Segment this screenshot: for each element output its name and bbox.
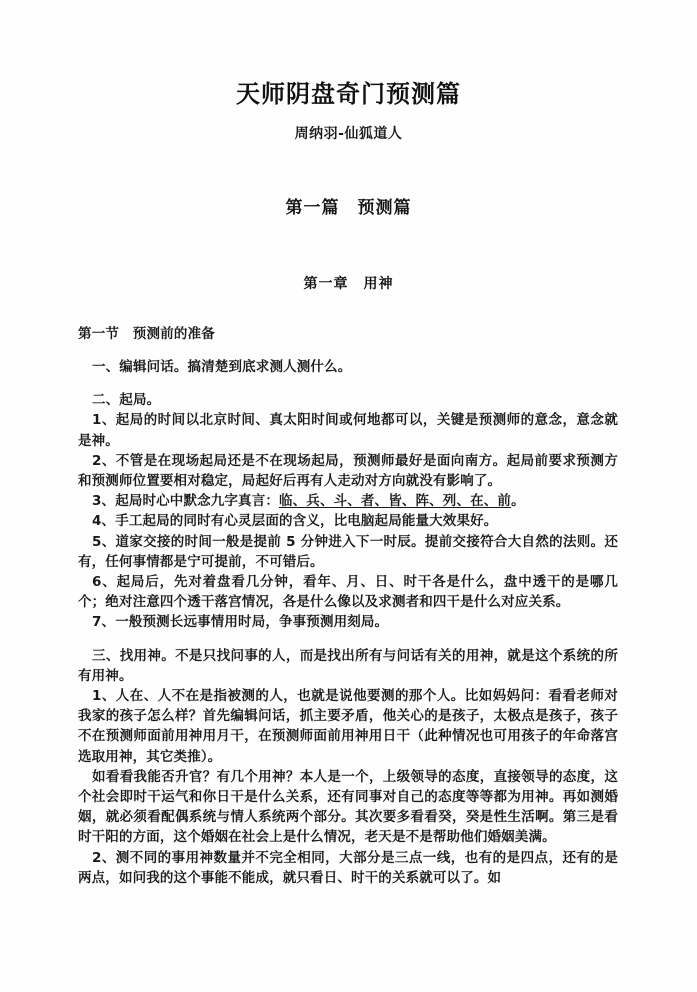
paragraph-2-4: 4、手工起局的同时有心灵层面的含义，比电脑起局能量大效果好。: [92, 513, 498, 530]
page-title: 天师阴盘奇门预测篇: [236, 80, 461, 108]
paragraph-2-6: 6、起局后，先对着盘看几分钟，看年、月、日、时干各是什么，盘中透干的是哪几个；绝对注意四个透干落宫情况，各是什么像以及求测者和四干是什么对应关系。: [78, 574, 618, 611]
document-author: 周纳羽-仙狐道人: [294, 126, 403, 142]
paragraph-2-3: [78, 491, 618, 511]
paragraph-item-two-title: 二、起局。: [92, 392, 161, 409]
paragraph-item-three-title: 三、找用神。不是只找问事的人，而是找出所有与问话有关的用神，就是这个系统的所有用神。: [78, 647, 618, 684]
paragraph-item-one: 一、编辑问话。搞清楚到底求测人测什么。: [92, 359, 352, 375]
paragraph-3-2: 2、测不同的事用神数量并不完全相同，大部分是三点一线，也有的是四点，还有的是两点，如问我的这个事能不能成，就只看日、时干的关系就可以了。如: [78, 849, 618, 886]
paragraph-2-1: 1、起局的时间以北京时间、真太阳时间或何地都可以，关键是预测师的意念，意念就是神。: [78, 412, 618, 449]
nine-word-mantra: 临、兵、斗、者、皆、阵、列、在、前: [279, 493, 512, 510]
paragraph-2-3-suffix: 。: [511, 493, 525, 510]
paragraph-3-1: 1、人在、人不在是指被测的人，也就是说他要测的那个人。比如妈妈问：看看老师对我家的孩子怎么样？首先编辑问话，抓主要矛盾，他关心的是孩子，太极点是孩子，孩子不在预测师面前用神用月干，在预测师面前用神用日干（此种情况也可用孩子的年命落宫选取用神，其它类推）。: [78, 688, 618, 765]
section-heading: 第一节 预测前的准备: [78, 326, 215, 342]
paragraph-2-5: 5、道家交接的时间一般是提前 5 分钟进入下一时辰。提前交接符合大自然的法则。还有，任何事情都是宁可提前，不可错后。: [78, 533, 618, 570]
paragraph-2-7: 7、一般预测长远事情用时局，争事预测用刻局。: [92, 614, 389, 631]
part-heading: 第一篇 预测篇: [285, 198, 412, 218]
paragraph-2-2: 2、不管是在现场起局还是不在现场起局，预测师最好是面向南方。起局前要求预测方和预测师位置要相对稳定，局起好后再有人走动对方向就没有影响了。: [78, 452, 618, 490]
paragraph-2-3-prefix: 3、起局时心中默念九字真言：: [92, 493, 279, 510]
body-text-block: [0, 293, 697, 888]
chapter-heading: 第一章 用神: [303, 276, 394, 292]
paragraph-3-1-continued: 如看看我能否升官？有几个用神？本人是一个，上级领导的态度，直接领导的态度，这个社会即时干运气和你日干是什么关系，还有同事对自己的态度等等都为用神。再如测婚姻，就必须看配偶系统与情人系统两个部分。其次要多看看癸，癸是性生活啊。第三是看时干阳的方面，这个婚姻在社会上是什么情况，老天是不是帮助他们婚姻美满。: [78, 768, 618, 846]
